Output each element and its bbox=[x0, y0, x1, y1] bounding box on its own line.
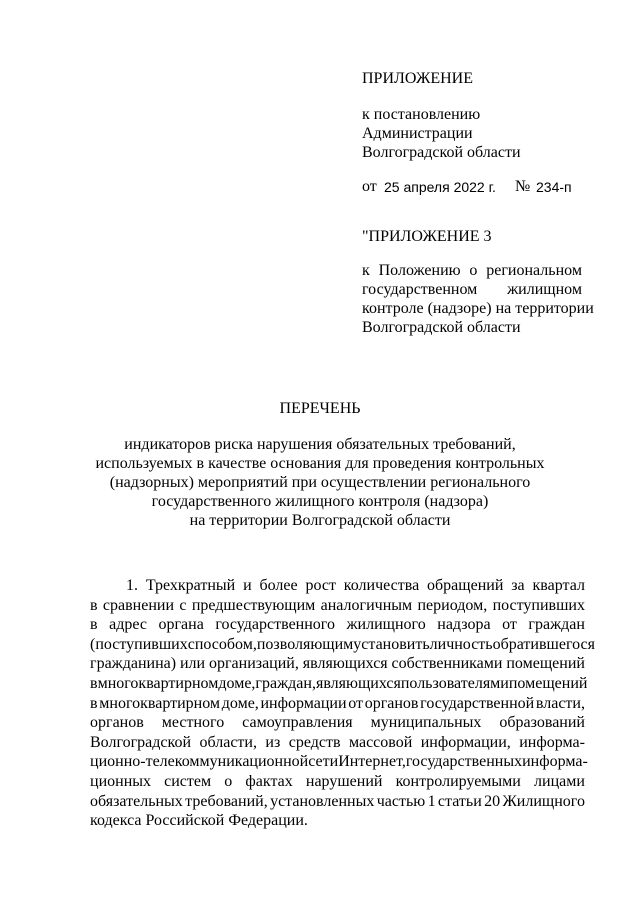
document-date-number bbox=[362, 177, 602, 197]
paragraph-line: кодекса Российской Федерации. bbox=[90, 812, 308, 830]
appendix3-line: контроле (надзоре) на территории bbox=[362, 300, 594, 317]
document-subtitle bbox=[60, 435, 580, 530]
appendix3-line: Волгоградской области bbox=[362, 319, 521, 336]
appendix3-line: к Положению о региональном bbox=[362, 262, 582, 279]
date-prefix: от bbox=[362, 178, 377, 195]
reference-line: Волгоградской области bbox=[362, 144, 521, 161]
subtitle-line: государственного жилищного контроля (надзора) bbox=[151, 493, 489, 510]
subtitle-line: на территории Волгоградской области bbox=[189, 512, 451, 529]
subtitle-line: индикаторов риска нарушения обязательных требований, bbox=[124, 436, 516, 453]
paragraph-line: в адрес органа государственного жилищного надзора от граждан bbox=[90, 616, 585, 634]
handwritten-date: 25 апреля 2022 г. bbox=[384, 179, 496, 195]
subtitle-line: используемых в качестве основания для проведения контрольных bbox=[95, 455, 545, 472]
appendix-reference bbox=[362, 105, 521, 162]
paragraph-line: в многоквартирном доме, граждан, являющихся пользователями помещений bbox=[90, 674, 588, 692]
paragraph-line: Волгоградской области, из средств массовой информации, информа- bbox=[90, 733, 585, 751]
document-title: ПЕРЕЧЕНЬ bbox=[279, 400, 361, 417]
paragraph-line: в многоквартирном доме, информации от органов государственной власти, bbox=[90, 694, 585, 712]
appendix3-reference bbox=[362, 261, 594, 337]
appendix-title: ПРИЛОЖЕНИЕ bbox=[362, 70, 474, 87]
paragraph-line: (поступивших способом, позволяющим установить личность обратившегося bbox=[90, 635, 595, 653]
paragraph-line: в сравнении с предшествующим аналогичным периодом, поступивших bbox=[90, 596, 585, 614]
appendix3-line: государственном жилищном bbox=[362, 281, 582, 298]
body-paragraph bbox=[90, 576, 595, 831]
reference-line: Администрации bbox=[362, 125, 473, 142]
reference-line: к постановлению bbox=[362, 106, 481, 123]
paragraph-line: ционно-телекоммуникационной сети Интернет, государственных информа- bbox=[90, 753, 588, 771]
subtitle-line: (надзорных) мероприятий при осуществлении регионального bbox=[109, 474, 531, 491]
paragraph-line: гражданина) или организаций, являющихся собственниками помещений bbox=[90, 655, 585, 673]
handwritten-number: 234-п bbox=[536, 179, 572, 195]
paragraph-line: 1. Трехкратный и более рост количества обращений за квартал bbox=[126, 577, 585, 594]
paragraph-line: обязательных требований, установленных частью 1 статьи 20 Жилищного bbox=[90, 792, 585, 810]
paragraph-line: органов местного самоуправления муниципальных образований bbox=[90, 714, 585, 732]
paragraph-line: ционных систем о фактах нарушений контролируемыми лицами bbox=[90, 772, 585, 790]
number-prefix: № bbox=[515, 178, 531, 195]
appendix3-title: "ПРИЛОЖЕНИЕ 3 bbox=[362, 228, 492, 245]
